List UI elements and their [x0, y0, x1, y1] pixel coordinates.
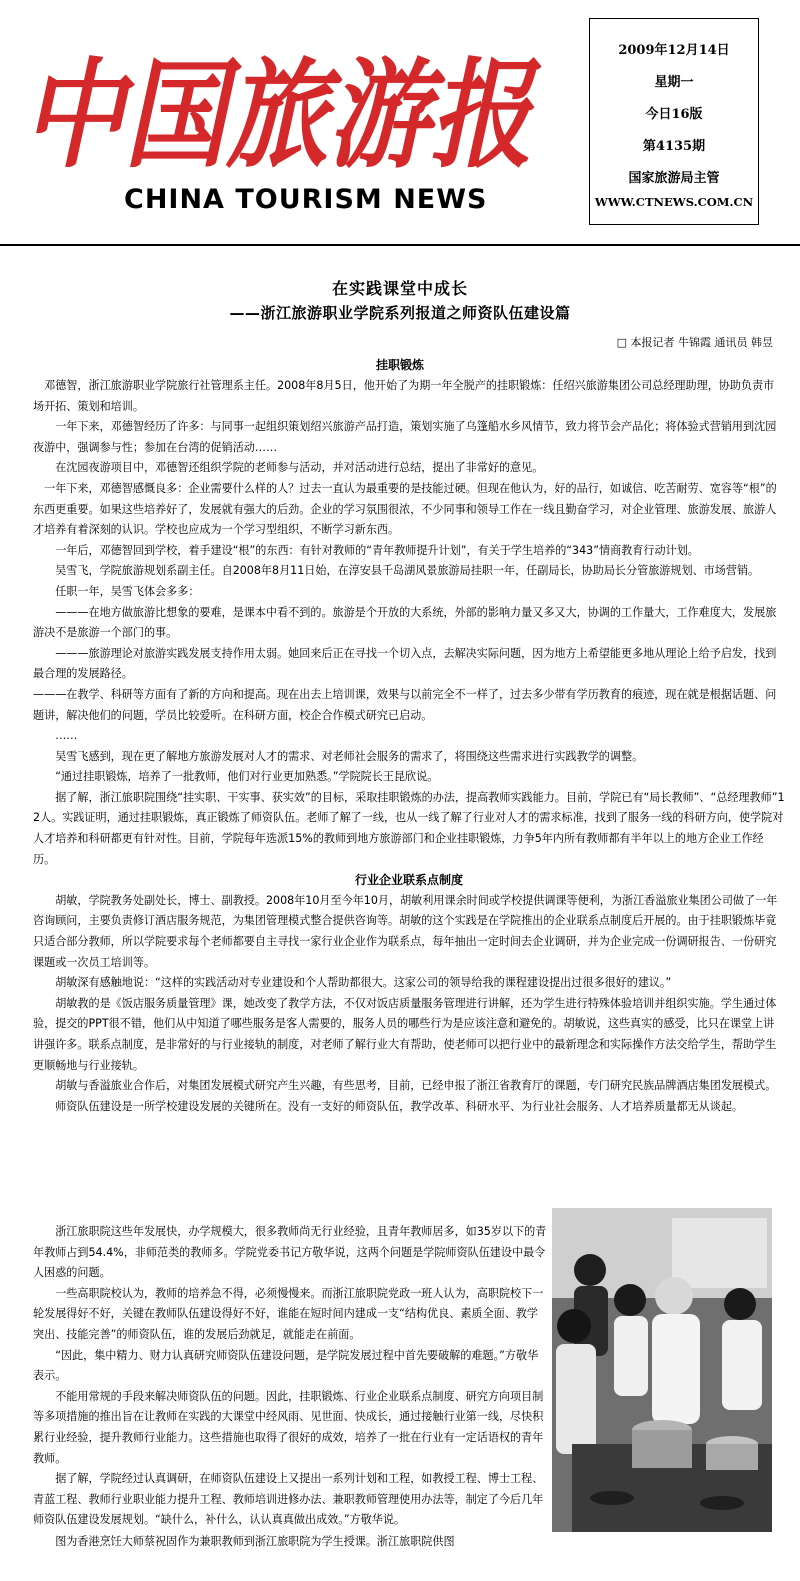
- paragraph: 邓德智，浙江旅游职业学院旅行社管理系主任。2008年8月5日，他开始了为期一年全脱产的挂职锻炼：任绍兴旅游集团公司总经理助理，协助负责市场开拓、策划和培训。: [33, 379, 775, 413]
- paragraph: ———旅游理论对旅游实践发展支持作用太弱。她回来后正在寻找一个切入点，去解决实际问题，因为地方上希望能更多地从理论上给予启发，找到最合理的发展路径。: [33, 646, 777, 681]
- paragraph: 据了解，浙江旅职院围绕“挂实职、干实事、获实效”的目标，采取挂职锻炼的办法，提高教师实践能力。目前，学院已有“局长教师”、“总经理教师”12人。实践证明，通过挂职锻炼，真正锻炼了师资队伍。老师了解了一线，也从一线了解了行业对人才的需求标准，找到了服务一线的科研方向，使学院对人才培养和科研都更有针对性。目前，学院每年选派15%的教师到地方旅游部门和企业挂职锻炼，力争5年内所有教师都有半年以上的地方企业工作经历。: [33, 790, 785, 866]
- photo-caption: 图为香港烹饪大师蔡祝固作为兼职教师到浙江旅职院为学生授课。浙江旅职院供图: [55, 1535, 455, 1548]
- issue-website: WWW.CTNEWS.COM.CN: [594, 195, 754, 209]
- masthead-divider: [0, 244, 800, 246]
- article-subtitle: ——浙江旅游职业学院系列报道之师资队伍建设篇: [229, 304, 571, 322]
- paragraph: “因此，集中精力、财力认真研究师资队伍建设问题，是学院发展过程中首先要破解的难题。”方敬华表示。: [33, 1348, 539, 1383]
- issue-date: 2009年12月14日: [618, 43, 730, 58]
- article-photo: [552, 1208, 772, 1532]
- paragraph: 任职一年，吴雪飞体会多多：: [55, 584, 200, 598]
- paragraph: 一年下来，邓德智感慨良多：企业需要什么样的人？过去一直认为最重要的是技能过硬。但现在他认为，好的品行，如诚信、吃苦耐劳、宽容等“根”的东西更重要。如果这些培养好了，发展就有强大的后劲。企业的学习氛围很浓，不少同事和领导工作在一线且勤奋学习，对企业管理、旅游发展、旅游人才培养有着深刻的认识。学校也应成为一个学习型组织，不断学习新东西。: [33, 481, 777, 537]
- paragraph: ———在地方做旅游比想象的要难，是课本中看不到的。旅游是个开放的大系统，外部的影响力量又多又大，协调的工作量大，工作难度大，发展旅游决不是旅游一个部门的事。: [33, 605, 777, 640]
- article-body-narrow: [33, 1222, 548, 1531]
- paragraph: 据了解，学院经过认真调研，在师资队伍建设上又提出一系列计划和工程，如教授工程、博士工程、青蓝工程、教师行业职业能力提升工程、教师培训进修办法、兼职教师管理使用办法等，制定了今后几年师资队伍建设发展规划。“缺什么，补什么，认认真真做出成效。”方敬华说。: [33, 1472, 544, 1527]
- paragraph: 胡敏，学院教务处副处长，博士、副教授。2008年10月至今年10月，胡敏利用课余时间或学校提供调课等便利，为浙江香溢旅业集团公司做了一年咨询顾问，主要负责修订酒店服务规范，为集团管理模式整合提供咨询等。胡敏的这个实践是在学院推出的企业联系点制度后开展的。由于挂职锻炼毕竟只适合部分教师，所以学院要求每个老师都要自主寻找一家行业企业作为联系点，每年抽出一定时间去企业调研，并为企业完成一份调研报告、一份研究课题或一次员工培训等。: [33, 893, 778, 969]
- issue-weekday: 星期一: [654, 75, 694, 90]
- paragraph: 一些高职院校认为，教师的培养急不得，必须慢慢来。而浙江旅职院党政一班人认为，高职院校下一轮发展得好不好，关键在教师队伍建设得好不好，谁能在短时间内建成一支“结构优良、素质全面、教学突出、技能完善”的师资队伍，谁的发展后劲就足，就能走在前面。: [33, 1286, 544, 1341]
- issue-pages: 今日16版: [645, 107, 703, 122]
- issue-number: 第4135期: [642, 139, 706, 154]
- paragraph: “通过挂职锻炼，培养了一批教师，他们对行业更加熟悉。”学院院长王昆欣说。: [55, 770, 439, 784]
- newspaper-logo: [22, 28, 543, 184]
- article-byline: □ 本报记者 牛锦霞 通讯员 韩昱: [616, 336, 773, 349]
- masthead: [0, 0, 800, 246]
- section-heading-guazhi: 挂职锻炼: [375, 358, 424, 372]
- logo-english: CHINA TOURISM NEWS: [124, 184, 488, 215]
- issue-sponsor: 国家旅游局主管: [628, 171, 720, 186]
- svg-text:中国旅游报: 中国旅游报: [22, 45, 543, 184]
- paragraph: 吴雪飞，学院旅游规划系副主任。自2008年8月11日始，在淳安县千岛湖风景旅游局挂职一年，任副局长，协助局长分管旅游规划、市场营销。: [55, 564, 760, 578]
- paragraph: 胡敏教的是《饭店服务质量管理》课，她改变了教学方法，不仅对饭店质量服务管理进行讲解，还为学生进行特殊体验培训并组织实施。学生通过体验，提交的PPT很不错，他们从中知道了哪些服务是客人需要的，服务人员的哪些行为是应该注意和避免的。胡敏说，这些真实的感受，比只在课堂上讲讲强许多。联系点制度，是非常好的与行业接轨的制度，对老师了解行业大有帮助，使老师可以把行业中的最新理念和实际操作方法交给学生，帮助学生更顺畅地与行业接轨。: [33, 996, 777, 1072]
- paragraph: 一年下来，邓德智经历了许多：与同事一起组织策划绍兴旅游产品打造，策划实施了乌篷船水乡风情节，致力将节会产品化；将体验式营销用到沈园夜游中，强调参与性；参加在台湾的促销活动……: [33, 420, 777, 454]
- article-body: [33, 376, 785, 1117]
- article-title: 在实践课堂中成长: [331, 279, 468, 298]
- paragraph: ———在教学、科研等方面有了新的方向和提高。现在出去上培训课，效果与以前完全不一样了，过去多少带有学历教育的痕迹，现在就是根据话题、问题讲，解决他们的问题，学员比较爱听。在科研方面，校企合作模式研究已启动。: [33, 687, 777, 722]
- section-heading-lianxidian: 行业企业联系点制度: [354, 873, 463, 888]
- paragraph: 在沈园夜游项目中，邓德智还组织学院的老师参与活动，并对活动进行总结，提出了非常好的意见。: [55, 461, 544, 475]
- paragraph: 浙江旅职院这些年发展快，办学规模大，很多教师尚无行业经验，且青年教师居多，如35岁以下的青年教师占到54.4%，非师范类的教师多。学院党委书记方敬华说，这两个问题是学院师资队伍建设中最令人困惑的问题。: [33, 1225, 547, 1280]
- paragraph: 师资队伍建设是一所学校建设发展的关键所在。没有一支好的师资队伍，教学改革、科研水平、为行业社会服务、人才培养质量都无从谈起。: [55, 1099, 744, 1113]
- paragraph: 胡敏深有感触地说：“这样的实践活动对专业建设和个人帮助都很大。这家公司的领导给我的课程建设提出过很多很好的建议。”: [55, 976, 672, 990]
- paragraph: 胡敏与香溢旅业合作后，对集团发展模式研究产生兴趣，有些思考，目前，已经申报了浙江省教育厅的课题，专门研究民族品牌酒店集团发展模式。: [55, 1079, 777, 1093]
- paragraph: 一年后，邓德智回到学校，着手建设“根”的东西：有针对教师的“青年教师提升计划”，有关于学生培养的“343”情商教育行动计划。: [55, 543, 699, 557]
- paragraph: ……: [55, 729, 78, 743]
- paragraph: 不能用常规的手段来解决师资队伍的问题。因此，挂职锻炼、行业企业联系点制度、研究方向项目制等多项措施的推出旨在让教师在实践的大课堂中经风雨、见世面、快成长，通过接触行业第一线，尽快积累行业经验，提升教师行业能力。这些措施也取得了很好的成效，培养了一批在行业有一定话语权的青年教师。: [33, 1389, 544, 1465]
- issue-info-box: [589, 18, 759, 225]
- paragraph: 吴雪飞感到，现在更了解地方旅游发展对人才的需求、对老师社会服务的需求了，将围绕这些需求进行实践教学的调整。: [55, 749, 644, 763]
